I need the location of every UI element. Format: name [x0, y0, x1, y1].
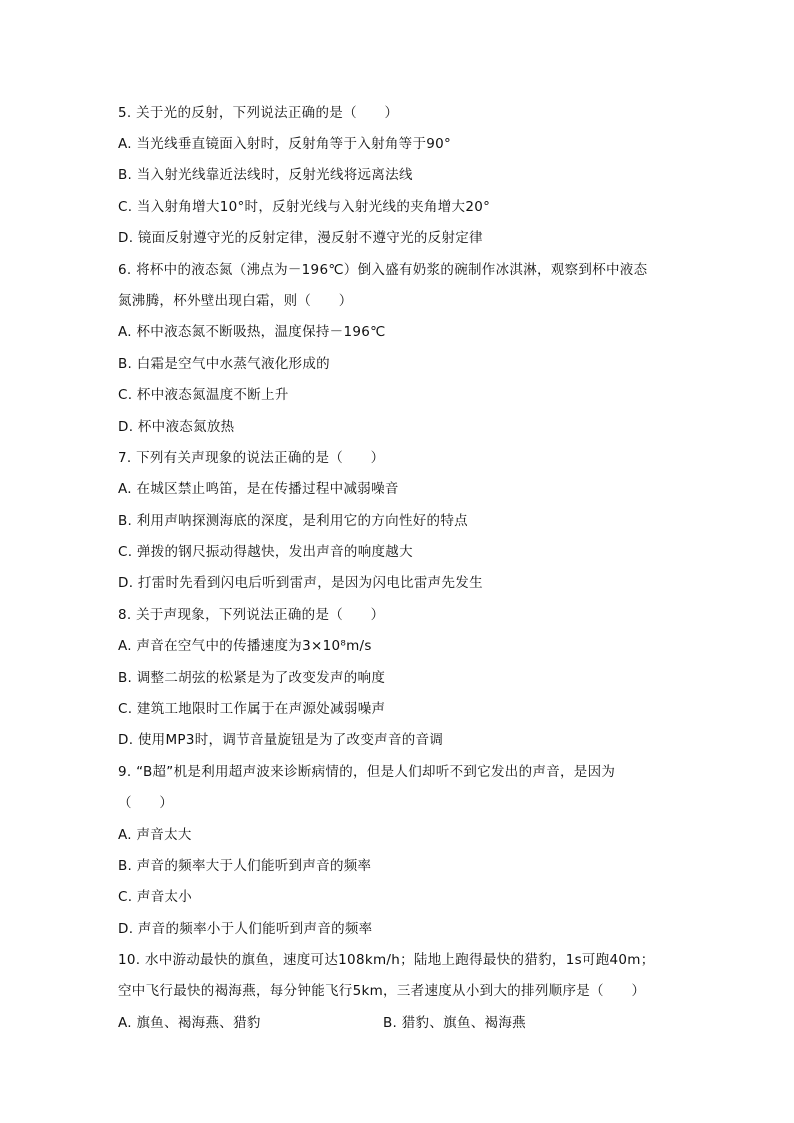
question-9-option-d: D. 声音的频率小于人们能听到声音的频率: [118, 921, 373, 937]
question-6-option-c: C. 杯中液态氮温度不断上升: [118, 387, 289, 403]
question-5-option-c: C. 当入射角增大10°时，反射光线与入射光线的夹角增大20°: [118, 199, 491, 215]
question-7-stem: 7. 下列有关声现象的说法正确的是（ ）: [118, 450, 385, 466]
question-8-option-a: A. 声音在空气中的传播速度为3×10⁸m/s: [118, 638, 372, 654]
question-8-option-d: D. 使用MP3时，调节音量旋钮是为了改变声音的音调: [118, 732, 444, 748]
question-6-option-d: D. 杯中液态氮放热: [118, 419, 235, 435]
question-7-option-d: D. 打雷时先看到闪电后听到雷声，是因为闪电比雷声先发生: [118, 575, 483, 591]
question-10-stem-line1: 10. 水中游动最快的旗鱼，速度可达108km/h；陆地上跑得最快的猎豹，1s可跑40m；: [118, 952, 655, 968]
question-7-option-a: A. 在城区禁止鸣笛，是在传播过程中减弱噪音: [118, 481, 399, 497]
question-9-option-a: A. 声音太大: [118, 827, 192, 843]
question-8-option-b: B. 调整二胡弦的松紧是为了改变发声的响度: [118, 670, 386, 686]
question-10-option-b: B. 猎豹、旗鱼、褐海燕: [383, 1015, 526, 1031]
question-7-option-c: C. 弹拨的钢尺振动得越快，发出声音的响度越大: [118, 544, 413, 560]
question-5-option-b: B. 当入射光线靠近法线时，反射光线将远离法线: [118, 167, 413, 183]
question-9-stem-line1: 9. “B超”机是利用超声波来诊断病情的，但是人们却听不到它发出的声音，是因为: [118, 764, 616, 780]
question-8-stem: 8. 关于声现象，下列说法正确的是（ ）: [118, 607, 385, 623]
question-8-option-c: C. 建筑工地限时工作属于在声源处减弱噪声: [118, 701, 386, 717]
question-9-option-b: B. 声音的频率大于人们能听到声音的频率: [118, 858, 372, 874]
question-10-option-a: A. 旗鱼、褐海燕、猎豹: [118, 1015, 261, 1031]
question-6-stem-line2: 氮沸腾，杯外壁出现白霜，则（ ）: [118, 293, 353, 309]
question-7-option-b: B. 利用声呐探测海底的深度，是利用它的方向性好的特点: [118, 513, 468, 529]
question-5-stem: 5. 关于光的反射，下列说法正确的是（ ）: [118, 105, 399, 121]
question-6-stem-line1: 6. 将杯中的液态氮（沸点为－196℃）倒入盛有奶浆的碗制作冰淇淋，观察到杯中液态: [118, 262, 648, 278]
question-6-option-a: A. 杯中液态氮不断吸热，温度保持－196℃: [118, 324, 386, 340]
question-9-option-c: C. 声音太小: [118, 889, 193, 905]
question-5-option-d: D. 镜面反射遵守光的反射定律，漫反射不遵守光的反射定律: [118, 230, 483, 246]
question-9-stem-line2: （ ）: [118, 795, 174, 811]
question-6-option-b: B. 白霜是空气中水蒸气液化形成的: [118, 356, 330, 372]
question-5-option-a: A. 当光线垂直镜面入射时，反射角等于入射角等于90°: [118, 136, 452, 152]
question-10-stem-line2: 空中飞行最快的褐海燕，每分钟能飞行5km，三者速度从小到大的排列顺序是（ ）: [118, 983, 646, 999]
